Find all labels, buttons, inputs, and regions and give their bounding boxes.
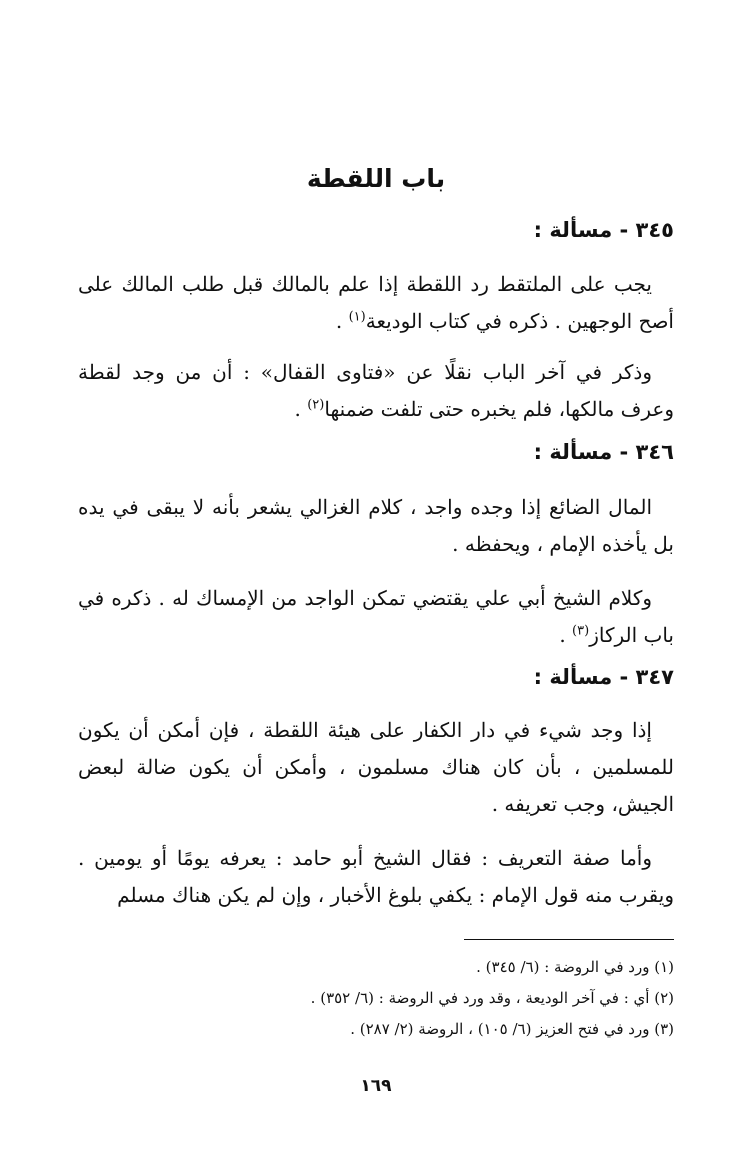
paragraph: [78, 840, 674, 914]
paragraph-text: المال الضائع إذا وجده واجد ، كلام الغزالي يشعر بأنه لا يبقى في يده بل يأخذه الإمام ، ويحفظه .: [78, 495, 674, 556]
footnote-ref[interactable]: (٢): [307, 397, 325, 413]
footnote-ref[interactable]: (٣): [572, 623, 590, 639]
footnote-ref[interactable]: (١): [348, 309, 366, 325]
chapter-title: باب اللقطة: [306, 164, 446, 193]
issue-heading-347: ٣٤٧ - مسألة :: [533, 665, 674, 689]
paragraph: [78, 489, 674, 563]
paragraph-text: يجب على الملتقط رد اللقطة إذا علم بالمالك قبل طلب المالك على أصح الوجهين . ذكره في كتاب الوديعة: [78, 272, 674, 333]
footnote-3: (٣) ورد في فتح العزيز (٦/ ١٠٥) ، الروضة (٢/ ٢٨٧) .: [350, 1020, 674, 1038]
page-number: ١٦٩: [360, 1076, 392, 1096]
paragraph: [78, 354, 674, 428]
issue-heading-346: ٣٤٦ - مسألة :: [533, 440, 674, 464]
paragraph-tail: .: [294, 397, 308, 421]
footnote-1: (١) ورد في الروضة : (٦/ ٣٤٥) .: [476, 958, 674, 976]
paragraph-tail: .: [559, 623, 573, 647]
issue-heading-345: ٣٤٥ - مسألة :: [533, 218, 674, 242]
paragraph-text: إذا وجد شيء في دار الكفار على هيئة اللقطة ، فإن أمكن أن يكون للمسلمين ، بأن كان هناك مسلمون ، وأمكن أن يكون ضالة لبعض الجيش، وجب تعريفه .: [78, 718, 674, 816]
footnote-2: (٢) أي : في آخر الوديعة ، وقد ورد في الروضة : (٦/ ٣٥٢) .: [310, 989, 674, 1007]
paragraph-text: وذكر في آخر الباب نقلًا عن «فتاوى القفال» : أن من وجد لقطة وعرف مالكها، فلم يخبره حتى تلفت ضمنها: [78, 360, 674, 421]
paragraph: [78, 712, 674, 823]
paragraph-tail: .: [335, 309, 349, 333]
paragraph-text: وأما صفة التعريف : فقال الشيخ أبو حامد : يعرفه يومًا أو يومين . ويقرب منه قول الإمام : يكفي بلوغ الأخبار ، وإن لم يكن هناك مسلم: [78, 846, 674, 907]
footnote-divider: [464, 939, 674, 940]
paragraph: [78, 266, 674, 340]
paragraph: [78, 580, 674, 654]
book-page: [78, 0, 674, 1176]
paragraph-text: وكلام الشيخ أبي علي يقتضي تمكن الواجد من الإمساك له . ذكره في باب الركاز: [78, 586, 674, 647]
